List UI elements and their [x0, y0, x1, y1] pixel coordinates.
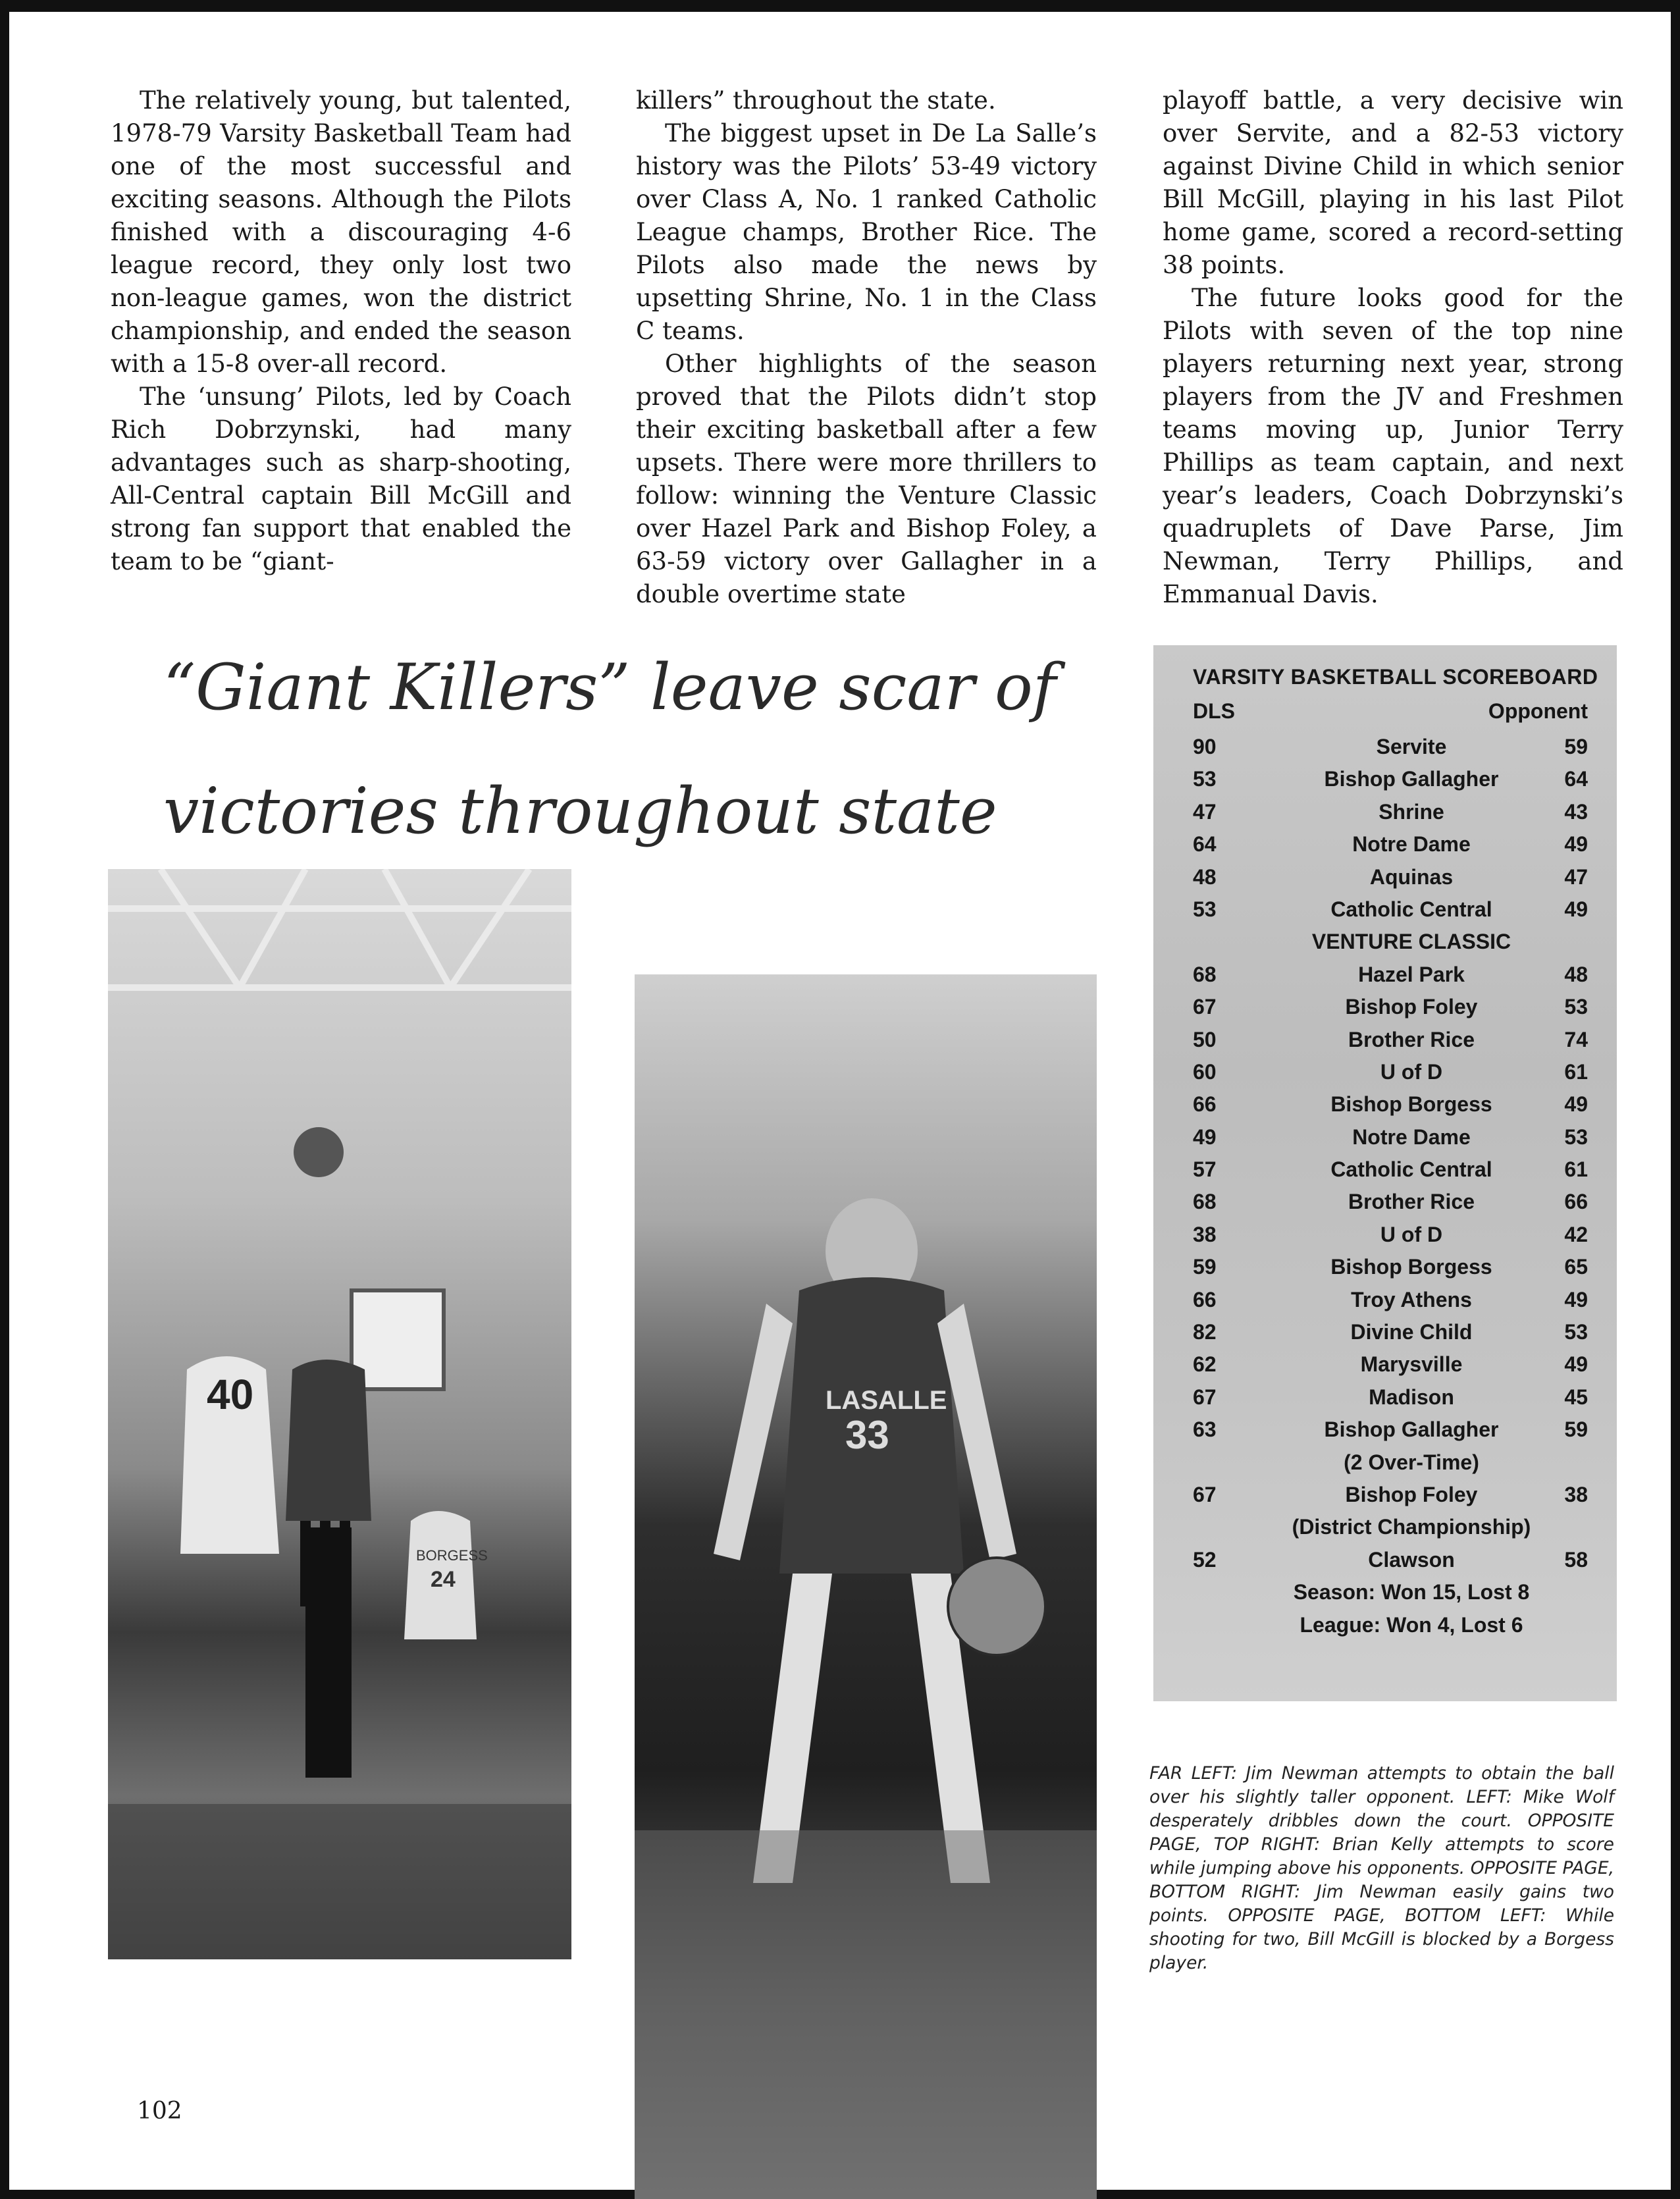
opponent-score: 74: [1564, 1027, 1588, 1051]
opponent-score: 59: [1564, 735, 1588, 758]
opponent-score: 48: [1564, 962, 1588, 986]
paragraph: The ‘unsung’ Pilots, led by Coach Rich Dobrzynski, had many advantages such as sharp-shooting, All-Central captain Bill McGill and strong fan support that enabled the team to be “giant-: [111, 383, 571, 575]
dls-score: 66: [1193, 1092, 1217, 1117]
dls-score: 82: [1193, 1320, 1217, 1344]
dls-score: 52: [1193, 1547, 1217, 1572]
opponent-name: Season: Won 15, Lost 8: [1293, 1580, 1530, 1604]
opponent-name: Bishop Foley: [1345, 995, 1478, 1019]
dls-score: 67: [1193, 1385, 1217, 1409]
scoreboard-row: [1153, 1445, 1617, 1477]
opponent-name: Shrine: [1378, 799, 1444, 824]
opponent-score: 65: [1564, 1255, 1588, 1279]
opponent-score: 38: [1564, 1482, 1588, 1506]
scoreboard-row: [1153, 957, 1617, 990]
scoreboard-row: [1153, 1022, 1617, 1055]
opponent-score: 58: [1564, 1547, 1588, 1572]
scoreboard-row: [1153, 990, 1617, 1022]
dls-score: 59: [1193, 1255, 1217, 1279]
opponent-name: Marysville: [1360, 1352, 1463, 1377]
jersey-text: LASALLE: [826, 1386, 947, 1415]
scoreboard-row: [1153, 1380, 1617, 1412]
opponent-name: Catholic Central: [1330, 897, 1492, 921]
scoreboard-title: VARSITY BASKETBALL SCOREBOARD: [1193, 665, 1598, 689]
scoreboard-row: [1153, 1217, 1617, 1250]
opponent-name: U of D: [1380, 1222, 1443, 1246]
paragraph: playoff battle, a very decisive win over Servite, and a 82-53 victory against Divine Child in which senior Bill McGill, playing in his last Pilot home game, scored a record-setting 38 points.: [1163, 86, 1623, 279]
opponent-name: Notre Dame: [1352, 1125, 1471, 1149]
dls-score: 38: [1193, 1222, 1217, 1246]
opponent-score: 53: [1564, 1125, 1588, 1149]
opponent-name: Bishop Foley: [1345, 1482, 1478, 1506]
dls-score: 63: [1193, 1417, 1217, 1442]
opponent-score: 49: [1564, 832, 1588, 857]
scoreboard-row: [1153, 795, 1617, 827]
opponent-name: Divine Child: [1350, 1320, 1473, 1344]
opponent-name: (2 Over-Time): [1344, 1450, 1479, 1474]
article-column-3: [1163, 84, 1623, 611]
dls-score: 90: [1193, 735, 1217, 758]
opponent-score: 53: [1564, 1320, 1588, 1344]
opponent-score: 66: [1564, 1190, 1588, 1214]
dls-score: 68: [1193, 962, 1217, 986]
dls-score: 57: [1193, 1157, 1217, 1182]
opponent-name: Hazel Park: [1358, 962, 1465, 986]
scoreboard-row: [1153, 1184, 1617, 1217]
opponent-score: 49: [1564, 1352, 1588, 1377]
opponent-name: Brother Rice: [1348, 1027, 1475, 1051]
paragraph: killers” throughout the state.: [636, 86, 996, 115]
page-number: 102: [137, 2098, 182, 2125]
scoreboard-row: [1153, 1543, 1617, 1575]
scoreboard-row: [1153, 1477, 1617, 1510]
opponent-score: 49: [1564, 1287, 1588, 1311]
dls-score: 68: [1193, 1190, 1217, 1214]
opponent-name: Aquinas: [1369, 864, 1454, 889]
opponent-name: League: Won 4, Lost 6: [1299, 1612, 1523, 1637]
jersey-number: 24: [431, 1567, 456, 1592]
opponent-name: Madison: [1369, 1385, 1454, 1409]
opponent-name: U of D: [1380, 1059, 1443, 1084]
jersey-number: 33: [845, 1413, 889, 1457]
scoreboard-row: [1153, 1575, 1617, 1607]
paragraph: Other highlights of the season proved that the Pilots didn’t stop their exciting basketball after a few upsets. There were more thrillers to follow: winning the Venture Classic over Hazel Park and Bishop Foley, a 63-59 victory over Gallagher in a double overtime state: [636, 350, 1097, 608]
scoreboard-row: [1153, 860, 1617, 892]
opponent-score: 53: [1564, 995, 1588, 1019]
opponent-name: Bishop Gallagher: [1324, 767, 1499, 791]
dls-score: 64: [1193, 832, 1217, 857]
opponent-score: 49: [1564, 897, 1588, 921]
scoreboard-row: [1153, 1347, 1617, 1379]
scoreboard-row: [1153, 1412, 1617, 1444]
opponent-name: VENTURE CLASSIC: [1311, 930, 1511, 954]
opponent-score: 59: [1564, 1417, 1588, 1442]
scoreboard: [1153, 645, 1617, 1701]
opponent-name: Bishop Gallagher: [1324, 1417, 1499, 1442]
opponent-score: 49: [1564, 1092, 1588, 1117]
opponent-name: Catholic Central: [1330, 1157, 1492, 1182]
scoreboard-row: [1153, 892, 1617, 924]
dls-score: 67: [1193, 1482, 1217, 1506]
opponent-name: Brother Rice: [1348, 1190, 1475, 1214]
opponent-name: Servite: [1376, 735, 1447, 758]
scoreboard-row: [1153, 762, 1617, 794]
scoreboard-dls-header: DLS: [1193, 699, 1235, 723]
opponent-score: 47: [1564, 864, 1588, 889]
scoreboard-row: [1153, 1250, 1617, 1282]
scoreboard-row: [1153, 1315, 1617, 1347]
scoreboard-row: [1153, 1608, 1617, 1640]
scoreboard-row: [1153, 729, 1617, 762]
paragraph: The relatively young, but talented, 1978-79 Varsity Basketball Team had one of the most successful and exciting seasons. Although the Pilots finished with a discouraging 4-6 league record, they only lost two non-league games, won the district championship, and ended the season with a 15-8 over-all record.: [111, 86, 571, 378]
scoreboard-row: [1153, 924, 1617, 957]
opponent-name: Troy Athens: [1351, 1287, 1472, 1311]
dls-score: 62: [1193, 1352, 1217, 1377]
headline: “Giant Killers” leave scar of victories throughout state: [163, 650, 1057, 848]
dls-score: 67: [1193, 995, 1217, 1019]
scoreboard-row: [1153, 1055, 1617, 1087]
paragraph: The biggest upset in De La Salle’s history was the Pilots’ 53-49 victory over Class A, No. 1 ranked Catholic League champs, Brother Rice. The Pilots also made the news by upsetting Shrine, No. 1 in the Class C teams.: [636, 119, 1097, 345]
scoreboard-opponent-header: Opponent: [1488, 699, 1588, 723]
scoreboard-rows: [1153, 729, 1617, 1640]
dls-score: 53: [1193, 897, 1217, 921]
opponent-name: Bishop Borgess: [1330, 1092, 1492, 1117]
jersey-text: BORGESS: [416, 1547, 488, 1564]
opponent-name: (District Championship): [1292, 1515, 1531, 1539]
dls-score: 49: [1193, 1125, 1217, 1149]
article-column-1: [111, 84, 571, 578]
opponent-name: Clawson: [1368, 1547, 1455, 1572]
basketball-icon: [948, 1558, 1045, 1655]
scoreboard-row: [1153, 1510, 1617, 1542]
opponent-score: 42: [1564, 1222, 1588, 1246]
scoreboard-row: [1153, 1152, 1617, 1184]
photo-dribbling-player: [635, 974, 1097, 2199]
paragraph: The future looks good for the Pilots with seven of the top nine players returning next year, strong players from the JV and Freshmen teams moving up, Junior Terry Phillips as team captain, and next year’s leaders, Coach Dobrzynski’s quadruplets of Dave Parse, Jim Newman, Terry Phillips, and Emmanual Davis.: [1163, 284, 1623, 608]
opponent-score: 61: [1564, 1059, 1588, 1084]
opponent-score: 64: [1564, 767, 1588, 791]
dls-score: 47: [1193, 799, 1217, 824]
photo-dribbling-illustration: [635, 974, 1097, 2199]
scoreboard-row: [1153, 1283, 1617, 1315]
opponent-score: 45: [1564, 1385, 1588, 1409]
photo-jump-ball: [108, 869, 571, 1959]
scoreboard-row: [1153, 827, 1617, 859]
photo-caption: FAR LEFT: Jim Newman attempts to obtain the ball over his slightly taller opponent. LEFT: Mike Wolf desperately dribbles down the court. OPPOSITE PAGE, TOP RIGHT: Brian Kelly attempts to score while jumping above his opponents. OPPOSITE PAGE, BOTTOM RIGHT: Jim Newman easily gains two points. OPPOSITE PAGE, BOTTOM LEFT: While shooting for two, Bill McGill is blocked by a Borgess player.: [1149, 1763, 1614, 1973]
opponent-name: Notre Dame: [1352, 832, 1471, 857]
dls-score: 66: [1193, 1287, 1217, 1311]
article-column-2: [636, 84, 1097, 611]
jersey-number: 40: [207, 1371, 254, 1418]
dls-score: 50: [1193, 1027, 1217, 1051]
photo-jump-ball-illustration: [108, 869, 571, 1959]
scoreboard-row: [1153, 1087, 1617, 1119]
scoreboard-row: [1153, 1120, 1617, 1152]
dls-score: 48: [1193, 864, 1217, 889]
opponent-score: 43: [1564, 799, 1588, 824]
opponent-score: 61: [1564, 1157, 1588, 1182]
dls-score: 60: [1193, 1059, 1217, 1084]
dls-score: 53: [1193, 767, 1217, 791]
opponent-name: Bishop Borgess: [1330, 1255, 1492, 1279]
